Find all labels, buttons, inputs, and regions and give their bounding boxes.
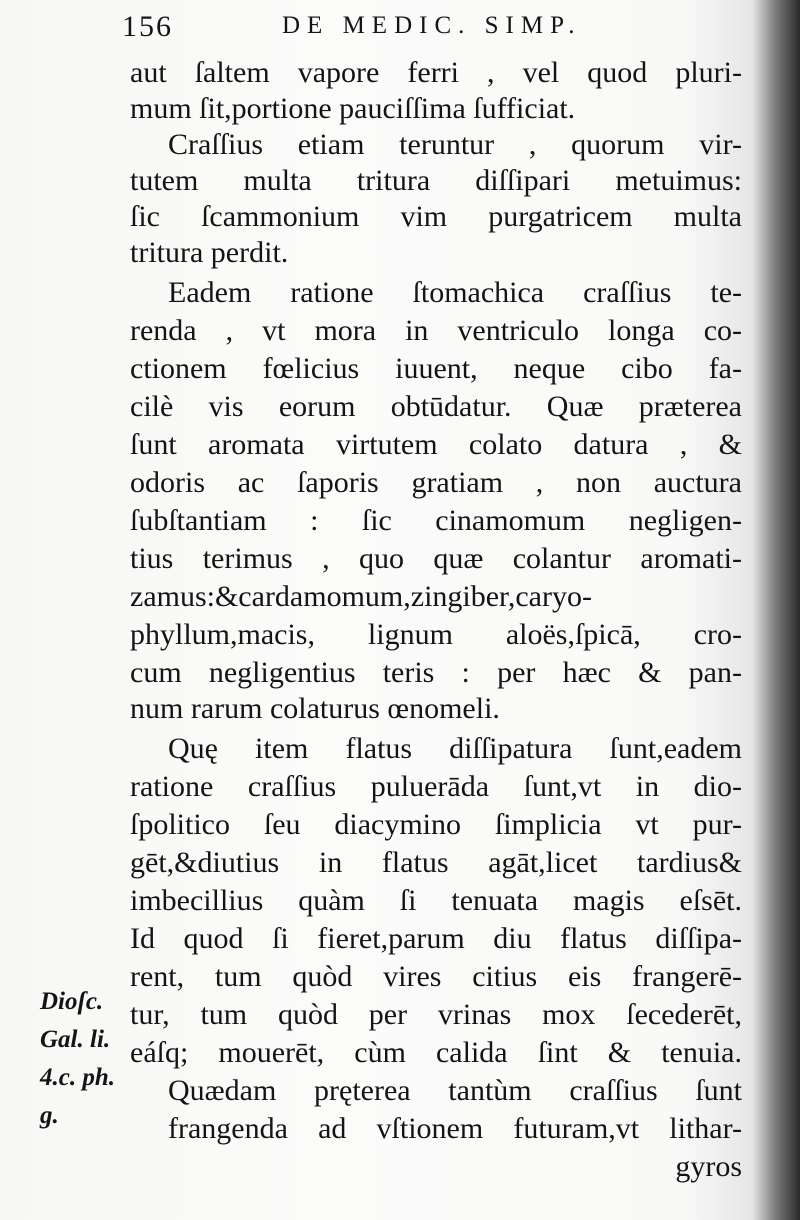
margin-note: Gal. li.	[40, 1026, 111, 1053]
text-line: ctionem fœlicius iuuent, neque cibo fa-	[130, 352, 742, 385]
text-line: tur, tum quòd per vrinas mox ſecederēt,	[130, 998, 742, 1031]
margin-note: 4.c. ph.	[40, 1064, 115, 1091]
text-line: Id quod ſi fieret,parum diu flatus diſſipa-	[130, 922, 742, 955]
text-line: zamus:&cardamomum,zingiber,caryo-	[130, 580, 592, 613]
page-number: 156	[122, 10, 173, 43]
text-line: ſubſtantiam : ſic cinamomum negligen-	[130, 504, 742, 537]
text-line: imbecillius quàm ſi tenuata magis eſsēt.	[130, 884, 742, 917]
text-line: Eadem ratione ſtomachica craſſius te-	[168, 276, 742, 309]
text-line: odoris ac ſaporis gratiam , non auctura	[130, 466, 742, 499]
text-line: phyllum,macis, lignum aloës,ſpicā, cro-	[130, 618, 742, 651]
text-line: tritura perdit.	[130, 236, 289, 269]
text-line: cilè vis eorum obtūdatur. Quæ præterea	[130, 390, 742, 423]
text-line: tius terimus , quo quæ colantur aromati-	[130, 542, 742, 575]
margin-note: Dioſc.	[40, 988, 104, 1015]
text-line: ſpolitico ſeu diacymino ſimplicia vt pur-	[130, 808, 742, 841]
page-header	[122, 10, 742, 50]
text-line: ſunt aromata virtutem colato datura , &	[130, 428, 742, 461]
running-title: DE MEDIC. SIMP.	[282, 12, 582, 39]
text-line: Quædam pręterea tantùm craſſius ſunt	[168, 1074, 742, 1107]
text-line: mum ſit,portione pauciſſima ſufficiat.	[130, 92, 576, 125]
text-line: ratione craſſius puluerāda ſunt,vt in dio-	[130, 770, 742, 803]
text-line: renda , vt mora in ventriculo longa co-	[130, 314, 742, 347]
text-line: tutem multa tritura diſſipari metuimus:	[130, 164, 742, 197]
text-line: Quę item flatus diſſipatura ſunt,eadem	[168, 732, 742, 765]
text-line: Craſſius etiam teruntur , quorum vir-	[168, 128, 742, 161]
text-line: aut ſaltem vapore ferri , vel quod pluri-	[130, 56, 742, 89]
text-line: eáſq; mouerēt, cùm calida ſint & tenuia.	[130, 1036, 742, 1069]
text-line: gēt,&diutius in flatus agāt,licet tardius&	[130, 846, 742, 879]
text-line: num rarum colaturus œnomeli.	[130, 692, 500, 725]
catchword: gyros	[675, 1150, 742, 1183]
text-line: frangenda ad vſtionem futuram,vt lithar-	[168, 1112, 742, 1145]
text-line: rent, tum quòd vires citius eis frangerē-	[130, 960, 742, 993]
margin-note: g.	[40, 1102, 59, 1129]
text-line: ſic ſcammonium vim purgatricem multa	[130, 200, 742, 233]
text-line: cum negligentius teris : per hæc & pan-	[130, 656, 742, 689]
